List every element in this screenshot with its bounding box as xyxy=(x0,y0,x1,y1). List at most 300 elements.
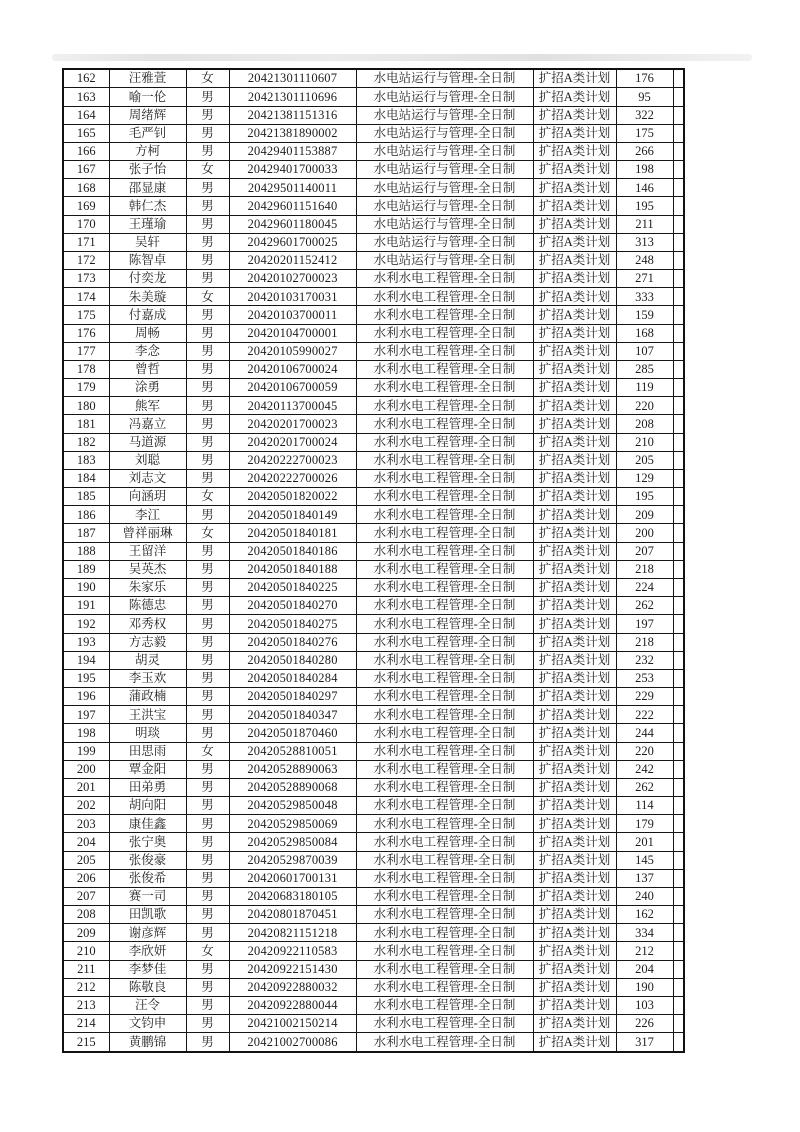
cell-name: 汪令 xyxy=(109,996,186,1014)
cell-gender: 男 xyxy=(186,669,229,687)
cell-program: 水利水电工程管理-全日制 xyxy=(356,451,533,469)
cell-empty xyxy=(673,669,684,687)
table-row xyxy=(63,324,684,342)
cell-empty xyxy=(673,233,684,251)
cell-empty xyxy=(673,742,684,760)
cell-row-number: 178 xyxy=(63,360,109,378)
cell-exam-id: 20420922880044 xyxy=(229,996,356,1014)
cell-plan-type: 扩招A类计划 xyxy=(533,869,616,887)
cell-empty xyxy=(673,869,684,887)
cell-plan-type: 扩招A类计划 xyxy=(533,288,616,306)
table-row xyxy=(63,433,684,451)
cell-exam-id: 20420501840149 xyxy=(229,506,356,524)
cell-name: 吴英杰 xyxy=(109,560,186,578)
cell-score: 168 xyxy=(616,324,673,342)
cell-gender: 男 xyxy=(186,1033,229,1052)
cell-plan-type: 扩招A类计划 xyxy=(533,633,616,651)
cell-gender: 男 xyxy=(186,379,229,397)
cell-row-number: 213 xyxy=(63,996,109,1014)
cell-name: 李江 xyxy=(109,506,186,524)
cell-row-number: 169 xyxy=(63,197,109,215)
cell-score: 209 xyxy=(616,506,673,524)
scan-artifact-streak xyxy=(52,54,752,61)
cell-row-number: 202 xyxy=(63,797,109,815)
cell-name: 周畅 xyxy=(109,324,186,342)
cell-program: 水电站运行与管理-全日制 xyxy=(356,88,533,106)
cell-gender: 男 xyxy=(186,324,229,342)
cell-program: 水利水电工程管理-全日制 xyxy=(356,488,533,506)
cell-score: 95 xyxy=(616,88,673,106)
table-row xyxy=(63,251,684,269)
table-row xyxy=(63,887,684,905)
cell-row-number: 181 xyxy=(63,415,109,433)
cell-exam-id: 20420501840347 xyxy=(229,706,356,724)
cell-row-number: 174 xyxy=(63,288,109,306)
cell-name: 田凯歌 xyxy=(109,906,186,924)
cell-name: 王瑾瑜 xyxy=(109,215,186,233)
cell-gender: 男 xyxy=(186,996,229,1014)
cell-plan-type: 扩招A类计划 xyxy=(533,960,616,978)
cell-gender: 男 xyxy=(186,124,229,142)
cell-empty xyxy=(673,69,684,88)
cell-name: 王洪宝 xyxy=(109,706,186,724)
cell-plan-type: 扩招A类计划 xyxy=(533,379,616,397)
table-row xyxy=(63,978,684,996)
cell-name: 曾祥丽琳 xyxy=(109,524,186,542)
cell-exam-id: 20420529870039 xyxy=(229,851,356,869)
table-row xyxy=(63,797,684,815)
cell-plan-type: 扩招A类计划 xyxy=(533,360,616,378)
cell-program: 水利水电工程管理-全日制 xyxy=(356,996,533,1014)
cell-score: 266 xyxy=(616,142,673,160)
cell-empty xyxy=(673,106,684,124)
cell-program: 水利水电工程管理-全日制 xyxy=(356,633,533,651)
cell-program: 水利水电工程管理-全日制 xyxy=(356,669,533,687)
table-row xyxy=(63,451,684,469)
cell-name: 田思雨 xyxy=(109,742,186,760)
table-row xyxy=(63,469,684,487)
cell-plan-type: 扩招A类计划 xyxy=(533,778,616,796)
cell-exam-id: 20420105990027 xyxy=(229,342,356,360)
cell-exam-id: 20420501840181 xyxy=(229,524,356,542)
cell-score: 119 xyxy=(616,379,673,397)
cell-program: 水电站运行与管理-全日制 xyxy=(356,197,533,215)
cell-exam-id: 20420683180105 xyxy=(229,887,356,905)
cell-name: 张宁奥 xyxy=(109,833,186,851)
cell-row-number: 200 xyxy=(63,760,109,778)
cell-plan-type: 扩招A类计划 xyxy=(533,69,616,88)
cell-name: 曾哲 xyxy=(109,360,186,378)
cell-row-number: 211 xyxy=(63,960,109,978)
cell-gender: 男 xyxy=(186,851,229,869)
table-row xyxy=(63,742,684,760)
table-row xyxy=(63,597,684,615)
table-row xyxy=(63,488,684,506)
cell-plan-type: 扩招A类计划 xyxy=(533,851,616,869)
cell-program: 水电站运行与管理-全日制 xyxy=(356,215,533,233)
cell-score: 322 xyxy=(616,106,673,124)
cell-name: 向涵玥 xyxy=(109,488,186,506)
table-row xyxy=(63,815,684,833)
cell-score: 175 xyxy=(616,124,673,142)
cell-program: 水利水电工程管理-全日制 xyxy=(356,597,533,615)
table-row xyxy=(63,778,684,796)
cell-plan-type: 扩招A类计划 xyxy=(533,433,616,451)
cell-gender: 男 xyxy=(186,706,229,724)
cell-plan-type: 扩招A类计划 xyxy=(533,688,616,706)
cell-score: 103 xyxy=(616,996,673,1014)
cell-exam-id: 20421381890002 xyxy=(229,124,356,142)
cell-gender: 男 xyxy=(186,306,229,324)
cell-empty xyxy=(673,124,684,142)
cell-exam-id: 20420528890068 xyxy=(229,778,356,796)
cell-row-number: 207 xyxy=(63,887,109,905)
cell-plan-type: 扩招A类计划 xyxy=(533,397,616,415)
cell-row-number: 206 xyxy=(63,869,109,887)
cell-empty xyxy=(673,924,684,942)
cell-gender: 女 xyxy=(186,161,229,179)
cell-score: 317 xyxy=(616,1033,673,1052)
table-row xyxy=(63,197,684,215)
cell-exam-id: 20420801870451 xyxy=(229,906,356,924)
cell-exam-id: 20420922880032 xyxy=(229,978,356,996)
cell-empty xyxy=(673,688,684,706)
cell-row-number: 209 xyxy=(63,924,109,942)
cell-empty xyxy=(673,469,684,487)
cell-exam-id: 20420102700023 xyxy=(229,270,356,288)
table-row xyxy=(63,360,684,378)
cell-score: 211 xyxy=(616,215,673,233)
cell-program: 水利水电工程管理-全日制 xyxy=(356,797,533,815)
cell-gender: 男 xyxy=(186,469,229,487)
cell-gender: 男 xyxy=(186,887,229,905)
table-row xyxy=(63,851,684,869)
cell-row-number: 176 xyxy=(63,324,109,342)
table-row xyxy=(63,833,684,851)
cell-row-number: 171 xyxy=(63,233,109,251)
cell-name: 李欣妍 xyxy=(109,942,186,960)
cell-plan-type: 扩招A类计划 xyxy=(533,924,616,942)
cell-row-number: 184 xyxy=(63,469,109,487)
cell-row-number: 191 xyxy=(63,597,109,615)
cell-name: 李玉欢 xyxy=(109,669,186,687)
table-row xyxy=(63,142,684,160)
cell-row-number: 179 xyxy=(63,379,109,397)
cell-empty xyxy=(673,415,684,433)
cell-gender: 男 xyxy=(186,651,229,669)
cell-name: 陈德忠 xyxy=(109,597,186,615)
cell-empty xyxy=(673,615,684,633)
cell-empty xyxy=(673,397,684,415)
cell-gender: 男 xyxy=(186,451,229,469)
cell-program: 水利水电工程管理-全日制 xyxy=(356,324,533,342)
cell-empty xyxy=(673,597,684,615)
cell-gender: 男 xyxy=(186,688,229,706)
cell-row-number: 172 xyxy=(63,251,109,269)
cell-row-number: 182 xyxy=(63,433,109,451)
table-row xyxy=(63,233,684,251)
cell-name: 周绪辉 xyxy=(109,106,186,124)
cell-name: 喻一伦 xyxy=(109,88,186,106)
cell-program: 水利水电工程管理-全日制 xyxy=(356,942,533,960)
cell-empty xyxy=(673,88,684,106)
cell-score: 334 xyxy=(616,924,673,942)
cell-gender: 男 xyxy=(186,615,229,633)
table-row xyxy=(63,379,684,397)
cell-row-number: 204 xyxy=(63,833,109,851)
cell-empty xyxy=(673,324,684,342)
cell-empty xyxy=(673,251,684,269)
table-row xyxy=(63,161,684,179)
cell-plan-type: 扩招A类计划 xyxy=(533,124,616,142)
cell-plan-type: 扩招A类计划 xyxy=(533,524,616,542)
cell-name: 田弟勇 xyxy=(109,778,186,796)
cell-exam-id: 20421381151316 xyxy=(229,106,356,124)
cell-name: 张子怡 xyxy=(109,161,186,179)
cell-score: 262 xyxy=(616,597,673,615)
cell-name: 吴轩 xyxy=(109,233,186,251)
cell-score: 129 xyxy=(616,469,673,487)
cell-gender: 男 xyxy=(186,197,229,215)
cell-name: 覃金阳 xyxy=(109,760,186,778)
cell-empty xyxy=(673,342,684,360)
cell-plan-type: 扩招A类计划 xyxy=(533,906,616,924)
cell-score: 248 xyxy=(616,251,673,269)
cell-program: 水利水电工程管理-全日制 xyxy=(356,615,533,633)
cell-exam-id: 20420222700026 xyxy=(229,469,356,487)
cell-score: 224 xyxy=(616,578,673,596)
cell-exam-id: 20421002700086 xyxy=(229,1033,356,1052)
cell-program: 水利水电工程管理-全日制 xyxy=(356,778,533,796)
cell-exam-id: 20420501840188 xyxy=(229,560,356,578)
cell-score: 195 xyxy=(616,197,673,215)
table-row xyxy=(63,415,684,433)
cell-exam-id: 20420501840284 xyxy=(229,669,356,687)
cell-plan-type: 扩招A类计划 xyxy=(533,578,616,596)
cell-program: 水电站运行与管理-全日制 xyxy=(356,142,533,160)
cell-gender: 女 xyxy=(186,524,229,542)
cell-program: 水利水电工程管理-全日制 xyxy=(356,924,533,942)
cell-row-number: 186 xyxy=(63,506,109,524)
cell-plan-type: 扩招A类计划 xyxy=(533,1033,616,1052)
cell-gender: 男 xyxy=(186,578,229,596)
cell-score: 285 xyxy=(616,360,673,378)
cell-row-number: 193 xyxy=(63,633,109,651)
cell-gender: 男 xyxy=(186,415,229,433)
cell-gender: 男 xyxy=(186,342,229,360)
cell-program: 水利水电工程管理-全日制 xyxy=(356,397,533,415)
cell-plan-type: 扩招A类计划 xyxy=(533,597,616,615)
cell-exam-id: 20420922151430 xyxy=(229,960,356,978)
cell-exam-id: 20420104700001 xyxy=(229,324,356,342)
cell-program: 水利水电工程管理-全日制 xyxy=(356,270,533,288)
cell-empty xyxy=(673,270,684,288)
table-row xyxy=(63,615,684,633)
cell-name: 付奕龙 xyxy=(109,270,186,288)
cell-name: 方志毅 xyxy=(109,633,186,651)
cell-plan-type: 扩招A类计划 xyxy=(533,615,616,633)
cell-program: 水利水电工程管理-全日制 xyxy=(356,433,533,451)
cell-exam-id: 20429401700033 xyxy=(229,161,356,179)
cell-score: 162 xyxy=(616,906,673,924)
cell-score: 159 xyxy=(616,306,673,324)
cell-empty xyxy=(673,1033,684,1052)
cell-program: 水利水电工程管理-全日制 xyxy=(356,869,533,887)
cell-exam-id: 20420501840225 xyxy=(229,578,356,596)
cell-name: 康佳鑫 xyxy=(109,815,186,833)
cell-name: 陈智卓 xyxy=(109,251,186,269)
cell-gender: 女 xyxy=(186,488,229,506)
cell-plan-type: 扩招A类计划 xyxy=(533,1015,616,1033)
cell-row-number: 214 xyxy=(63,1015,109,1033)
cell-exam-id: 20420501840186 xyxy=(229,542,356,560)
cell-score: 232 xyxy=(616,651,673,669)
cell-gender: 男 xyxy=(186,778,229,796)
cell-name: 文钧申 xyxy=(109,1015,186,1033)
cell-empty xyxy=(673,851,684,869)
cell-empty xyxy=(673,179,684,197)
cell-plan-type: 扩招A类计划 xyxy=(533,488,616,506)
cell-name: 冯嘉立 xyxy=(109,415,186,433)
cell-exam-id: 20420529850084 xyxy=(229,833,356,851)
cell-row-number: 205 xyxy=(63,851,109,869)
table-row xyxy=(63,124,684,142)
cell-program: 水利水电工程管理-全日制 xyxy=(356,379,533,397)
cell-score: 204 xyxy=(616,960,673,978)
cell-gender: 男 xyxy=(186,906,229,924)
cell-name: 胡向阳 xyxy=(109,797,186,815)
cell-row-number: 199 xyxy=(63,742,109,760)
cell-program: 水利水电工程管理-全日制 xyxy=(356,542,533,560)
cell-row-number: 167 xyxy=(63,161,109,179)
cell-row-number: 185 xyxy=(63,488,109,506)
table-row xyxy=(63,69,684,88)
cell-name: 明琰 xyxy=(109,724,186,742)
cell-program: 水利水电工程管理-全日制 xyxy=(356,578,533,596)
cell-score: 195 xyxy=(616,488,673,506)
table-row xyxy=(63,688,684,706)
cell-plan-type: 扩招A类计划 xyxy=(533,651,616,669)
table-row xyxy=(63,1033,684,1052)
cell-empty xyxy=(673,433,684,451)
cell-program: 水利水电工程管理-全日制 xyxy=(356,651,533,669)
cell-gender: 男 xyxy=(186,251,229,269)
cell-score: 222 xyxy=(616,706,673,724)
cell-exam-id: 20420222700023 xyxy=(229,451,356,469)
cell-empty xyxy=(673,633,684,651)
cell-program: 水利水电工程管理-全日制 xyxy=(356,415,533,433)
table-row xyxy=(63,397,684,415)
cell-exam-id: 20420113700045 xyxy=(229,397,356,415)
cell-gender: 男 xyxy=(186,360,229,378)
cell-score: 240 xyxy=(616,887,673,905)
cell-gender: 男 xyxy=(186,724,229,742)
cell-name: 付嘉成 xyxy=(109,306,186,324)
cell-row-number: 173 xyxy=(63,270,109,288)
cell-program: 水电站运行与管理-全日制 xyxy=(356,161,533,179)
cell-row-number: 170 xyxy=(63,215,109,233)
cell-row-number: 196 xyxy=(63,688,109,706)
cell-program: 水利水电工程管理-全日制 xyxy=(356,742,533,760)
cell-empty xyxy=(673,288,684,306)
cell-exam-id: 20420528810051 xyxy=(229,742,356,760)
cell-row-number: 208 xyxy=(63,906,109,924)
cell-empty xyxy=(673,578,684,596)
cell-row-number: 192 xyxy=(63,615,109,633)
table-row xyxy=(63,924,684,942)
cell-plan-type: 扩招A类计划 xyxy=(533,669,616,687)
cell-exam-id: 20420106700059 xyxy=(229,379,356,397)
cell-empty xyxy=(673,797,684,815)
table-row xyxy=(63,560,684,578)
cell-program: 水利水电工程管理-全日制 xyxy=(356,360,533,378)
table-row xyxy=(63,724,684,742)
cell-score: 146 xyxy=(616,179,673,197)
cell-program: 水利水电工程管理-全日制 xyxy=(356,978,533,996)
cell-program: 水利水电工程管理-全日制 xyxy=(356,906,533,924)
cell-row-number: 162 xyxy=(63,69,109,88)
cell-empty xyxy=(673,197,684,215)
cell-empty xyxy=(673,360,684,378)
cell-gender: 女 xyxy=(186,942,229,960)
cell-program: 水利水电工程管理-全日制 xyxy=(356,960,533,978)
cell-empty xyxy=(673,724,684,742)
cell-exam-id: 20420501840276 xyxy=(229,633,356,651)
cell-name: 刘聪 xyxy=(109,451,186,469)
cell-empty xyxy=(673,906,684,924)
cell-exam-id: 20420501840297 xyxy=(229,688,356,706)
cell-empty xyxy=(673,379,684,397)
cell-row-number: 201 xyxy=(63,778,109,796)
cell-row-number: 187 xyxy=(63,524,109,542)
cell-name: 张俊希 xyxy=(109,869,186,887)
cell-exam-id: 20429601151640 xyxy=(229,197,356,215)
cell-exam-id: 20420501820022 xyxy=(229,488,356,506)
cell-empty xyxy=(673,833,684,851)
cell-score: 200 xyxy=(616,524,673,542)
cell-empty xyxy=(673,887,684,905)
cell-empty xyxy=(673,488,684,506)
cell-name: 王留洋 xyxy=(109,542,186,560)
cell-row-number: 168 xyxy=(63,179,109,197)
cell-plan-type: 扩招A类计划 xyxy=(533,197,616,215)
cell-plan-type: 扩招A类计划 xyxy=(533,451,616,469)
table-row xyxy=(63,215,684,233)
cell-gender: 男 xyxy=(186,506,229,524)
cell-exam-id: 20420501840280 xyxy=(229,651,356,669)
cell-exam-id: 20429501140011 xyxy=(229,179,356,197)
cell-program: 水利水电工程管理-全日制 xyxy=(356,506,533,524)
cell-empty xyxy=(673,815,684,833)
cell-gender: 男 xyxy=(186,106,229,124)
cell-empty xyxy=(673,942,684,960)
cell-plan-type: 扩招A类计划 xyxy=(533,560,616,578)
cell-plan-type: 扩招A类计划 xyxy=(533,760,616,778)
cell-exam-id: 20420821151218 xyxy=(229,924,356,942)
table-row xyxy=(63,942,684,960)
cell-name: 赛一司 xyxy=(109,887,186,905)
cell-gender: 男 xyxy=(186,833,229,851)
cell-plan-type: 扩招A类计划 xyxy=(533,469,616,487)
cell-score: 244 xyxy=(616,724,673,742)
table-row xyxy=(63,760,684,778)
cell-program: 水利水电工程管理-全日制 xyxy=(356,851,533,869)
cell-name: 蒲政楠 xyxy=(109,688,186,706)
cell-gender: 男 xyxy=(186,142,229,160)
cell-empty xyxy=(673,760,684,778)
cell-empty xyxy=(673,161,684,179)
cell-program: 水利水电工程管理-全日制 xyxy=(356,342,533,360)
